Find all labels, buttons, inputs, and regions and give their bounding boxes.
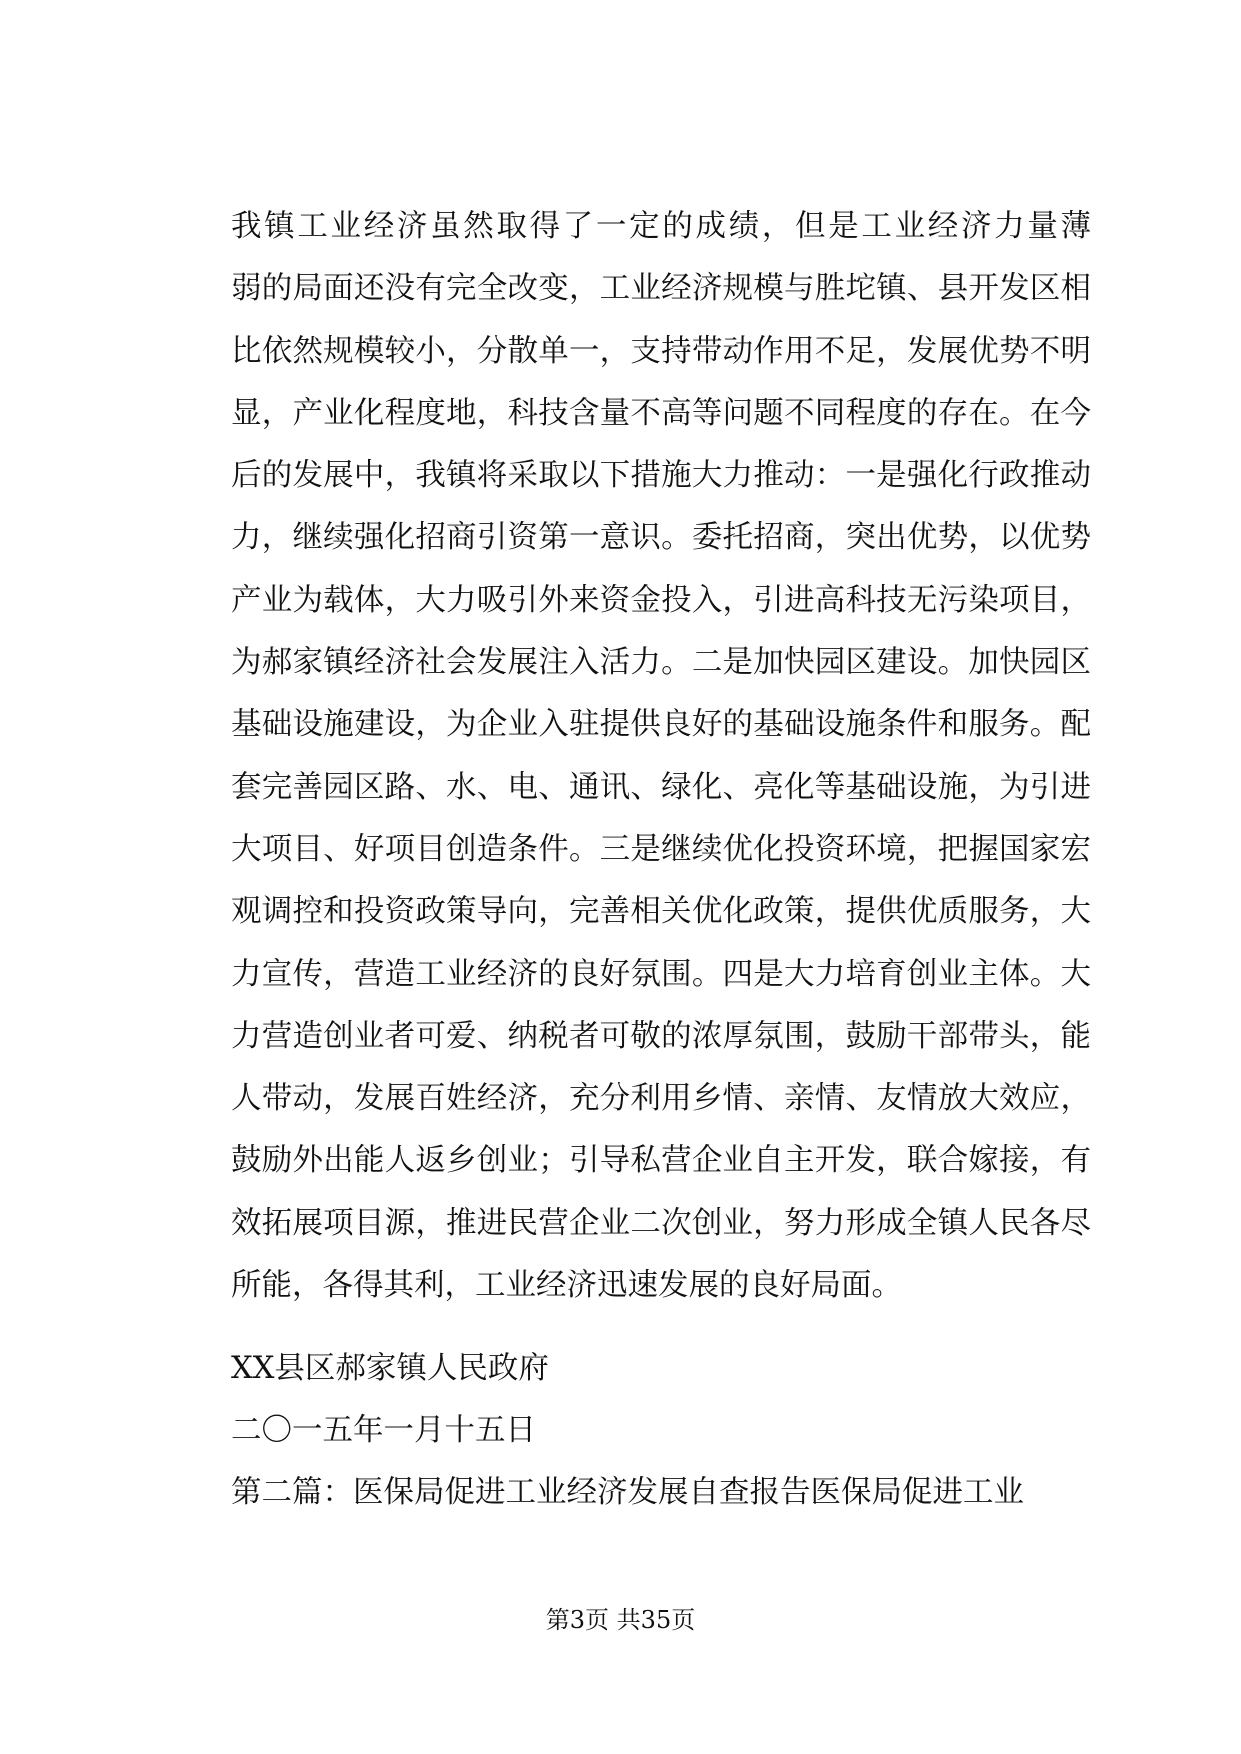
paragraph-line: 效拓展项目源，推进民营企业二次创业，努力形成全镇人民各尽 — [231, 1205, 1091, 1241]
paragraph-line: 基础设施建设，为企业入驻提供良好的基础设施条件和服务。配 — [231, 707, 1091, 743]
paragraph-line: 显，产业化程度地，科技含量不高等问题不同程度的存在。在今 — [231, 395, 1091, 431]
paragraph-line: 为郝家镇经济社会发展注入活力。二是加快园区建设。加快园区 — [231, 645, 1091, 681]
paragraph-line: 后的发展中，我镇将采取以下措施大力推动：一是强化行政推动 — [231, 458, 1091, 494]
paragraph-line: 力宣传，营造工业经济的良好氛围。四是大力培育创业主体。大 — [231, 956, 1091, 992]
page-number-footer: 第3页 共35页 — [545, 1606, 696, 1634]
paragraph-line: 力营造创业者可爱、纳税者可敬的浓厚氛围，鼓励干部带头，能 — [231, 1018, 1091, 1054]
paragraph-line: 鼓励外出能人返乡创业；引导私营企业自主开发，联合嫁接，有 — [231, 1143, 1091, 1179]
paragraph-line: 弱的局面还没有完全改变，工业经济规模与胜坨镇、县开发区相 — [231, 271, 1091, 307]
next-section-heading: 第二篇：医保局促进工业经济发展自查报告医保局促进工业 — [231, 1475, 1024, 1510]
paragraph-line: 大项目、好项目创造条件。三是继续优化投资环境，把握国家宏 — [231, 831, 1091, 867]
signature-date: 二〇一五年一月十五日 — [231, 1413, 536, 1448]
paragraph-line: 比依然规模较小，分散单一，支持带动作用不足，发展优势不明 — [231, 333, 1091, 369]
paragraph-line: 套完善园区路、水、电、通讯、绿化、亮化等基础设施，为引进 — [231, 769, 1091, 805]
body-paragraph — [231, 196, 1091, 1317]
paragraph-line: 我镇工业经济虽然取得了一定的成绩，但是工业经济力量薄 — [231, 209, 1091, 244]
paragraph-line: 观调控和投资政策导向，完善相关优化政策，提供优质服务，大 — [231, 894, 1091, 930]
paragraph-line: 力，继续强化招商引资第一意识。委托招商，突出优势，以优势 — [231, 520, 1091, 556]
signature-organization: XX县区郝家镇人民政府 — [231, 1351, 549, 1386]
paragraph-line: 产业为载体，大力吸引外来资金投入，引进高科技无污染项目， — [231, 582, 1091, 618]
paragraph-line: 人带动，发展百姓经济，充分利用乡情、亲情、友情放大效应， — [231, 1081, 1091, 1117]
paragraph-line: 所能，各得其利，工业经济迅速发展的良好局面。 — [231, 1268, 902, 1304]
